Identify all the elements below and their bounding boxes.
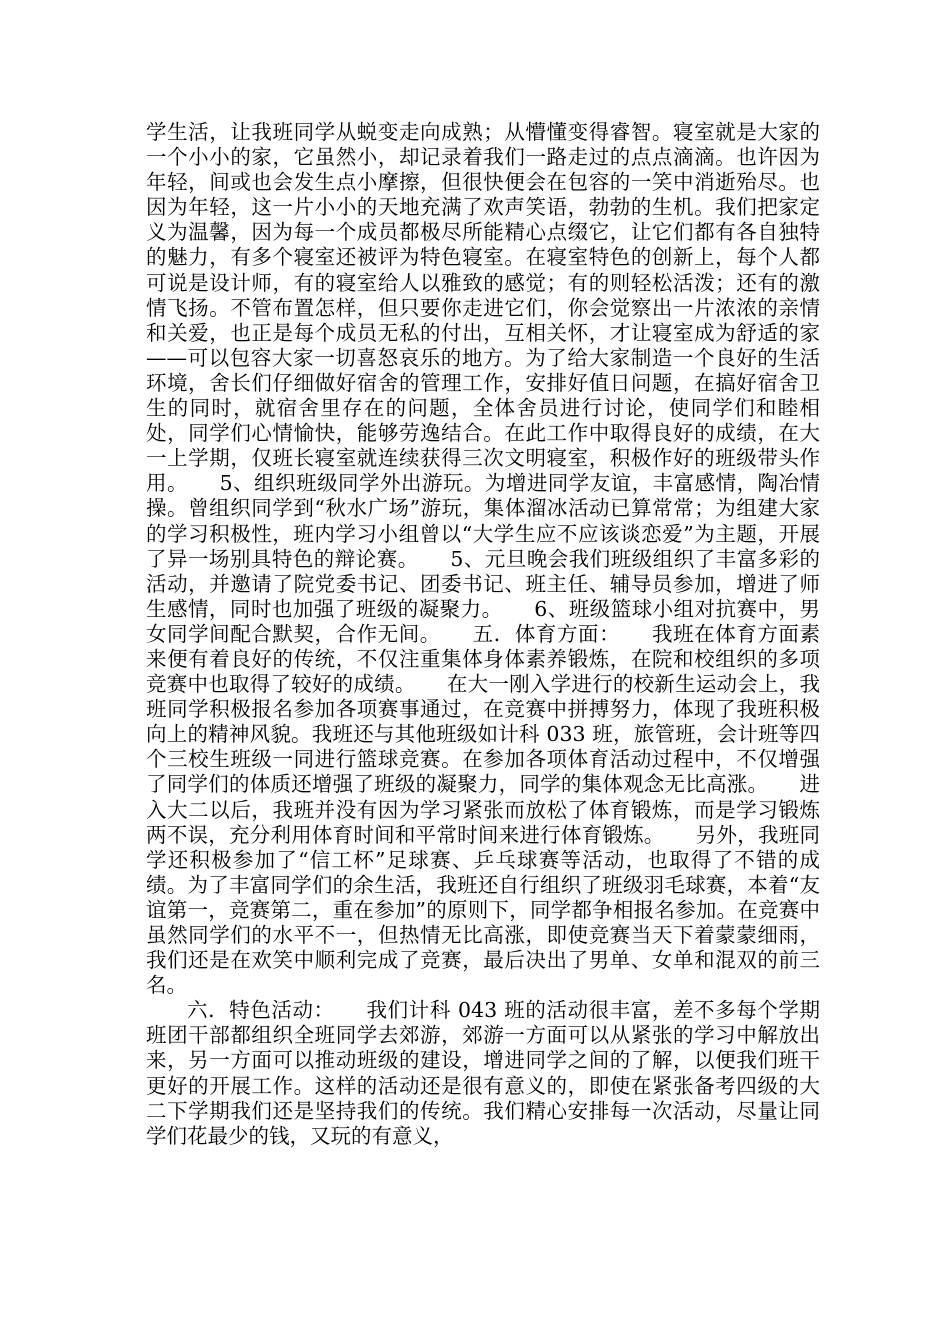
body-text: [146, 120, 820, 1149]
paragraph-2: 六．特色活动： 我们计科 043 班的活动很丰富，差不多每个学期班团干部都组织全班同学去郊游，郊游一方面可以从紧张的学习中解放出来，另一方面可以推动班级的建设，增进同学之间的了解，以便我们班干更好的开展工作。这样的活动还是很有意义的，即使在紧张备考四级的大二下学期我们还是坚持我们的传统。我们精心安排每一次活动，尽量让同学们花最少的钱，又玩的有意义，: [146, 998, 820, 1148]
paragraph-1: 学生活，让我班同学从蜕变走向成熟；从懵懂变得睿智。寝室就是大家的一个小小的家，它虽然小，却记录着我们一路走过的点点滴滴。也许因为年轻，间或也会发生点小摩擦，但很快便会在包容的一笑中消逝殆尽。也因为年轻，这一片小小的天地充满了欢声笑语，勃勃的生机。我们把家定义为温馨，因为每一个成员都极尽所能精心点缀它，让它们都有各自独特的魅力，有多个寝室还被评为特色寝室。在寝室特色的创新上，每个人都可说是设计师，有的寝室给人以雅致的感觉；有的则轻松活泼；还有的激情飞扬。不管布置怎样，但只要你走进它们，你会觉察出一片浓浓的亲情和关爱，也正是每个成员无私的付出，互相关怀，才让寝室成为舒适的家——可以包容大家一切喜怒哀乐的地方。为了给大家制造一个良好的生活环境，舍长们仔细做好宿舍的管理工作，安排好值日问题，在搞好宿舍卫生的同时，就宿舍里存在的问题，全体舍员进行讨论，使同学们和睦相处，同学们心情愉快，能够劳逸结合。在此工作中取得良好的成绩，在大一上学期，仅班长寝室就连续获得三次文明寝室，积极作好的班级带头作用。 5、组织班级同学外出游玩。为增进同学友谊，丰富感情，陶冶情操。曾组织同学到“秋水广场”游玩，集体溜冰活动已算常常；为组建大家的学习积极性，班内学习小组曾以“大学生应不应该谈恋爱”为主题，开展了异一场别具特色的辩论赛。 5、元旦晚会我们班级组织了丰富多彩的活动，并邀请了院党委书记、团委书记、班主任、辅导员参加，增进了师生感情，同时也加强了班级的凝聚力。 6、班级篮球小组对抗赛中，男女同学间配合默契，合作无间。 五．体育方面： 我班在体育方面素来便有着良好的传统，不仅注重集体身体素养锻炼，在院和校组织的多项竞赛中也取得了较好的成绩。 在大一刚入学进行的校新生运动会上，我班同学积极报名参加各项赛事通过，在竞赛中拼搏努力，体现了我班积极向上的精神风貌。我班还与其他班级如计科 033 班，旅管班，会计班等四个三校生班级一同进行篮球竞赛。在参加各项体育活动过程中，不仅增强了同学们的体质还增强了班级的凝聚力，同学的集体观念无比高涨。 进入大二以后，我班并没有因为学习紧张而放松了体育锻炼，而是学习锻炼两不误，充分利用体育时间和平常时间来进行体育锻炼。 另外，我班同学还积极参加了“信工杯”足球赛、乒乓球赛等活动，也取得了不错的成绩。为了丰富同学们的余生活，我班还自行组织了班级羽毛球赛，本着“友谊第一，竞赛第二，重在参加”的原则下，同学都争相报名参加。在竞赛中虽然同学们的水平不一，但热情无比高涨，即使竞赛当天下着蒙蒙细雨，我们还是在欢笑中顺利完成了竞赛，最后决出了男单、女单和混双的前三名。: [146, 120, 820, 998]
